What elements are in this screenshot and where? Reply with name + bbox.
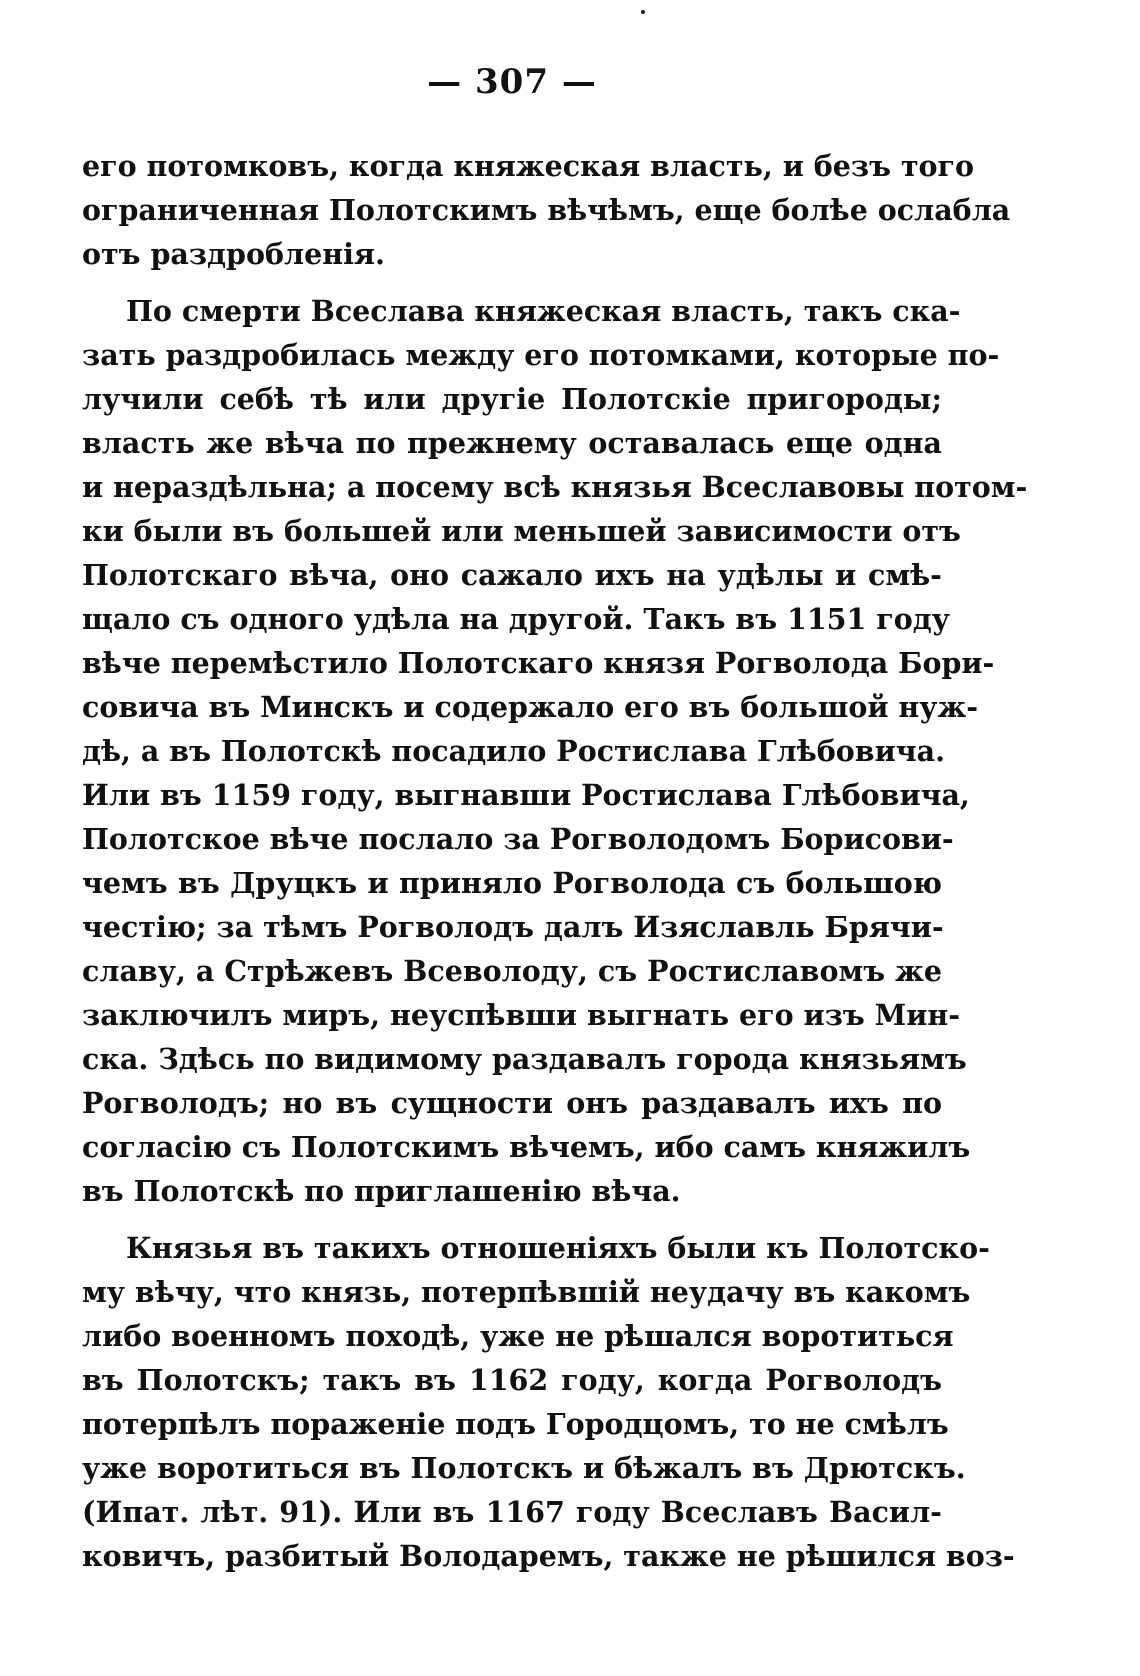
text-line: совича въ Минскъ и содержало его въ большой нуж-	[82, 690, 979, 724]
text-line: По смерти Всеслава княжеская власть, такъ ска-	[126, 294, 961, 328]
text-line: Или въ 1159 году, выгнавши Ростислава Глѣбовича,	[82, 778, 970, 812]
text-line: ограниченная Полотскимъ вѣчѣмъ, еще болѣе ослабла	[82, 193, 1011, 227]
text-line: Рогволодъ; но въ сущности онъ раздавалъ ихъ по	[82, 1086, 942, 1120]
text-line: лучили себѣ тѣ или другіе Полотскіе пригороды;	[82, 382, 942, 416]
text-line: Князья въ такихъ отношеніяхъ были къ Полотско-	[126, 1231, 990, 1265]
text-line: либо военномъ походѣ, уже не рѣшался воротиться	[82, 1319, 954, 1353]
text-line: Полотскаго вѣча, оно сажало ихъ на удѣлы и смѣ-	[82, 558, 942, 592]
text-line: ки были въ большей или меньшей зависимости отъ	[82, 514, 961, 548]
page-number: — 307 —	[427, 62, 597, 102]
text-line: отъ раздробленія.	[82, 237, 385, 271]
book-page	[82, 56, 1028, 1646]
text-line: заключилъ миръ, неуспѣвши выгнать его изъ Мин-	[82, 998, 961, 1032]
text-line: му вѣчу, что князь, потерпѣвшій неудачу въ какомъ	[82, 1275, 971, 1309]
text-line: ковичъ, разбитый Володаремъ, также не рѣшился воз-	[82, 1539, 1015, 1573]
body-text	[82, 144, 1028, 1578]
text-line: честію; за тѣмъ Рогволодъ далъ Изяславль Брячи-	[82, 910, 944, 944]
text-line: дѣ, а въ Полотскѣ посадило Ростислава Глѣбовича.	[82, 734, 946, 768]
text-line: его потомковъ, когда княжеская власть, и безъ того	[82, 149, 975, 183]
print-speck	[641, 10, 645, 14]
text-line: зать раздробилась между его потомками, которые по-	[82, 338, 1000, 372]
paragraph-gap	[82, 1213, 942, 1226]
text-line: въ Полотскѣ по приглашенію вѣча.	[82, 1174, 681, 1208]
paragraph	[82, 1226, 1015, 1578]
text-line: и нераздѣльна; а посему всѣ князья Всеславовы потом-	[82, 470, 1028, 504]
text-line: щало съ одного удѣла на другой. Такъ въ 1151 году	[82, 602, 950, 636]
text-line: славу, а Стрѣжевъ Всеволоду, съ Ростиславомъ же	[82, 954, 942, 988]
text-line: въ Полотскъ; такъ въ 1162 году, когда Рогволодъ	[82, 1363, 942, 1397]
paragraph	[82, 289, 1028, 1213]
text-line: согласію съ Полотскимъ вѣчемъ, ибо самъ княжилъ	[82, 1130, 971, 1164]
text-line: ска. Здѣсь по видимому раздавалъ города князьямъ	[82, 1042, 967, 1076]
paragraph-gap	[82, 276, 942, 289]
text-line: уже воротиться въ Полотскъ и бѣжалъ въ Дрютскъ.	[82, 1451, 966, 1485]
text-line: (Ипат. лѣт. 91). Или въ 1167 году Всеславъ Васил-	[82, 1495, 942, 1529]
text-line: потерпѣлъ пораженіе подъ Городцомъ, то не смѣлъ	[82, 1407, 949, 1441]
text-line: Полотское вѣче послало за Рогволодомъ Борисови-	[82, 822, 954, 856]
text-line: чемъ въ Друцкъ и приняло Рогволода съ большою	[82, 866, 942, 900]
text-line: вѣче перемѣстило Полотскаго князя Рогволода Бори-	[82, 646, 995, 680]
text-line: власть же вѣча по прежнему оставалась еще одна	[82, 426, 942, 460]
paragraph	[82, 144, 1011, 276]
